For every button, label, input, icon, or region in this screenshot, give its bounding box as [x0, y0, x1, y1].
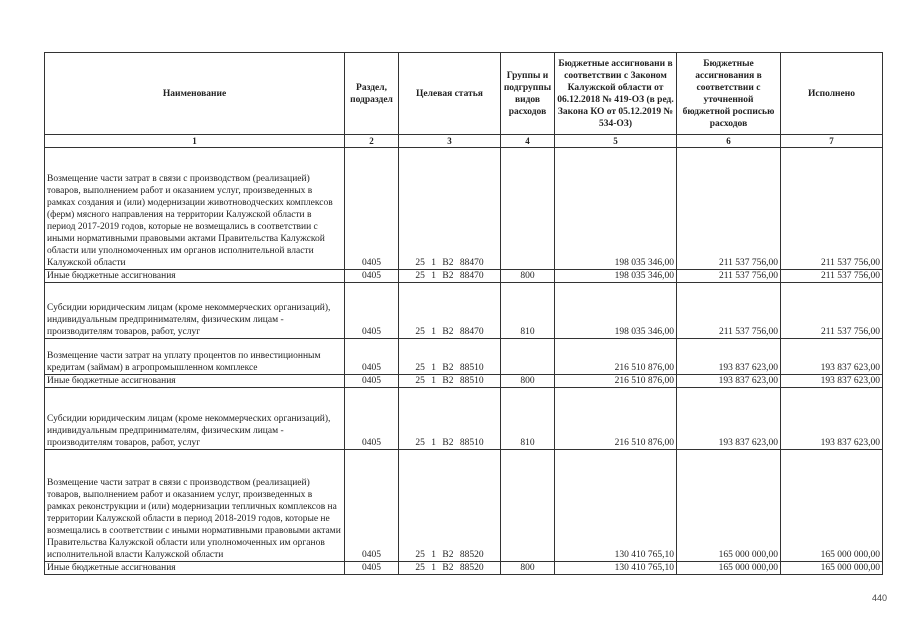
row-executed-amount: 193 837 623,00 — [781, 375, 883, 388]
row-section: 0405 — [345, 375, 399, 388]
row-executed-amount: 211 537 756,00 — [781, 148, 883, 270]
column-number-row — [45, 135, 883, 148]
row-name: Возмещение части затрат в связи с производством (реализацией) товаров, выполнением работ и оказанием услуг, произведенных в рамках реконструкции и (или) модернизации тепличных комплексов на территории Калужской области в период 2018-2019 годов, которые не возмещались в соответствии с иными нормативными правовыми актами Правительства Калужской области или уполномоченных им органов исполнительной власти Калужской области — [45, 450, 345, 562]
row-refined-amount: 211 537 756,00 — [677, 283, 781, 339]
row-law-amount: 216 510 876,00 — [555, 339, 677, 375]
row-refined-amount: 193 837 623,00 — [677, 339, 781, 375]
column-number: 7 — [781, 135, 883, 148]
row-section: 0405 — [345, 148, 399, 270]
row-refined-amount: 165 000 000,00 — [677, 450, 781, 562]
row-group: 800 — [501, 270, 555, 283]
column-number: 1 — [45, 135, 345, 148]
table-row — [45, 388, 883, 450]
row-refined-amount: 193 837 623,00 — [677, 375, 781, 388]
row-law-amount: 198 035 346,00 — [555, 148, 677, 270]
page-number: 440 — [871, 593, 887, 603]
row-law-amount: 198 035 346,00 — [555, 270, 677, 283]
row-name: Иные бюджетные ассигнования — [45, 270, 345, 283]
table-row — [45, 339, 883, 375]
table-row — [45, 562, 883, 575]
table-row — [45, 283, 883, 339]
table-row — [45, 148, 883, 270]
row-law-amount: 130 410 765,10 — [555, 450, 677, 562]
row-name: Иные бюджетные ассигнования — [45, 375, 345, 388]
row-law-amount: 216 510 876,00 — [555, 388, 677, 450]
header-row — [45, 53, 883, 135]
column-number: 2 — [345, 135, 399, 148]
row-target: 25 1 В2 88470 — [399, 283, 501, 339]
row-target: 25 1 В2 88510 — [399, 375, 501, 388]
row-refined-amount: 211 537 756,00 — [677, 148, 781, 270]
row-target: 25 1 В2 88520 — [399, 450, 501, 562]
row-executed-amount: 211 537 756,00 — [781, 283, 883, 339]
row-refined-amount: 193 837 623,00 — [677, 388, 781, 450]
row-executed-amount: 211 537 756,00 — [781, 270, 883, 283]
row-executed-amount: 193 837 623,00 — [781, 388, 883, 450]
row-group: 800 — [501, 375, 555, 388]
row-section: 0405 — [345, 562, 399, 575]
row-group: 810 — [501, 388, 555, 450]
row-name: Субсидии юридическим лицам (кроме некоммерческих организаций), индивидуальным предпринимателям, физическим лицам - производителям товаров, работ, услуг — [45, 283, 345, 339]
table-row — [45, 450, 883, 562]
row-executed-amount: 165 000 000,00 — [781, 562, 883, 575]
column-number: 4 — [501, 135, 555, 148]
row-group — [501, 450, 555, 562]
budget-table — [44, 52, 883, 575]
row-refined-amount: 165 000 000,00 — [677, 562, 781, 575]
row-refined-amount: 211 537 756,00 — [677, 270, 781, 283]
column-number: 5 — [555, 135, 677, 148]
row-name: Иные бюджетные ассигнования — [45, 562, 345, 575]
row-group — [501, 148, 555, 270]
row-group: 800 — [501, 562, 555, 575]
row-name: Возмещение части затрат в связи с производством (реализацией) товаров, выполнением работ и оказанием услуг, произведенных в рамках создания и (или) модернизации животноводческих комплексов (ферм) мясного направления на территории Калужской области в период 2017-2019 годов, которые не возмещались в соответствии с иными нормативными правовыми актами Правительства Калужской области или уполномоченных им органов исполнительной власти Калужской области — [45, 148, 345, 270]
row-law-amount: 198 035 346,00 — [555, 283, 677, 339]
row-target: 25 1 В2 88470 — [399, 148, 501, 270]
row-executed-amount: 165 000 000,00 — [781, 450, 883, 562]
row-name: Возмещение части затрат на уплату процентов по инвестиционным кредитам (займам) в агропромышленном комплексе — [45, 339, 345, 375]
header-name: Наименование — [45, 53, 345, 135]
row-section: 0405 — [345, 388, 399, 450]
header-executed: Исполнено — [781, 53, 883, 135]
row-target: 25 1 В2 88470 — [399, 270, 501, 283]
header-law-assignments: Бюджетные ассигновани в соответствии с Законом Калужской области от 06.12.2018 № 419-ОЗ (в ред. Закона КО от 05.12.2019 № 534-ОЗ) — [555, 53, 677, 135]
row-law-amount: 216 510 876,00 — [555, 375, 677, 388]
row-target: 25 1 В2 88510 — [399, 339, 501, 375]
header-refined-assignments: Бюджетные ассигнования в соответствии с уточненной бюджетной росписью расходов — [677, 53, 781, 135]
row-executed-amount: 193 837 623,00 — [781, 339, 883, 375]
row-law-amount: 130 410 765,10 — [555, 562, 677, 575]
column-number: 6 — [677, 135, 781, 148]
row-section: 0405 — [345, 270, 399, 283]
row-section: 0405 — [345, 450, 399, 562]
header-groups: Группы и подгруппы видов расходов — [501, 53, 555, 135]
column-number: 3 — [399, 135, 501, 148]
row-section: 0405 — [345, 283, 399, 339]
row-group: 810 — [501, 283, 555, 339]
header-section: Раздел, подраздел — [345, 53, 399, 135]
row-group — [501, 339, 555, 375]
row-section: 0405 — [345, 339, 399, 375]
row-name: Субсидии юридическим лицам (кроме некоммерческих организаций), индивидуальным предпринимателям, физическим лицам - производителям товаров, работ, услуг — [45, 388, 345, 450]
header-target: Целевая статья — [399, 53, 501, 135]
row-target: 25 1 В2 88510 — [399, 388, 501, 450]
table-row — [45, 270, 883, 283]
table-row — [45, 375, 883, 388]
row-target: 25 1 В2 88520 — [399, 562, 501, 575]
